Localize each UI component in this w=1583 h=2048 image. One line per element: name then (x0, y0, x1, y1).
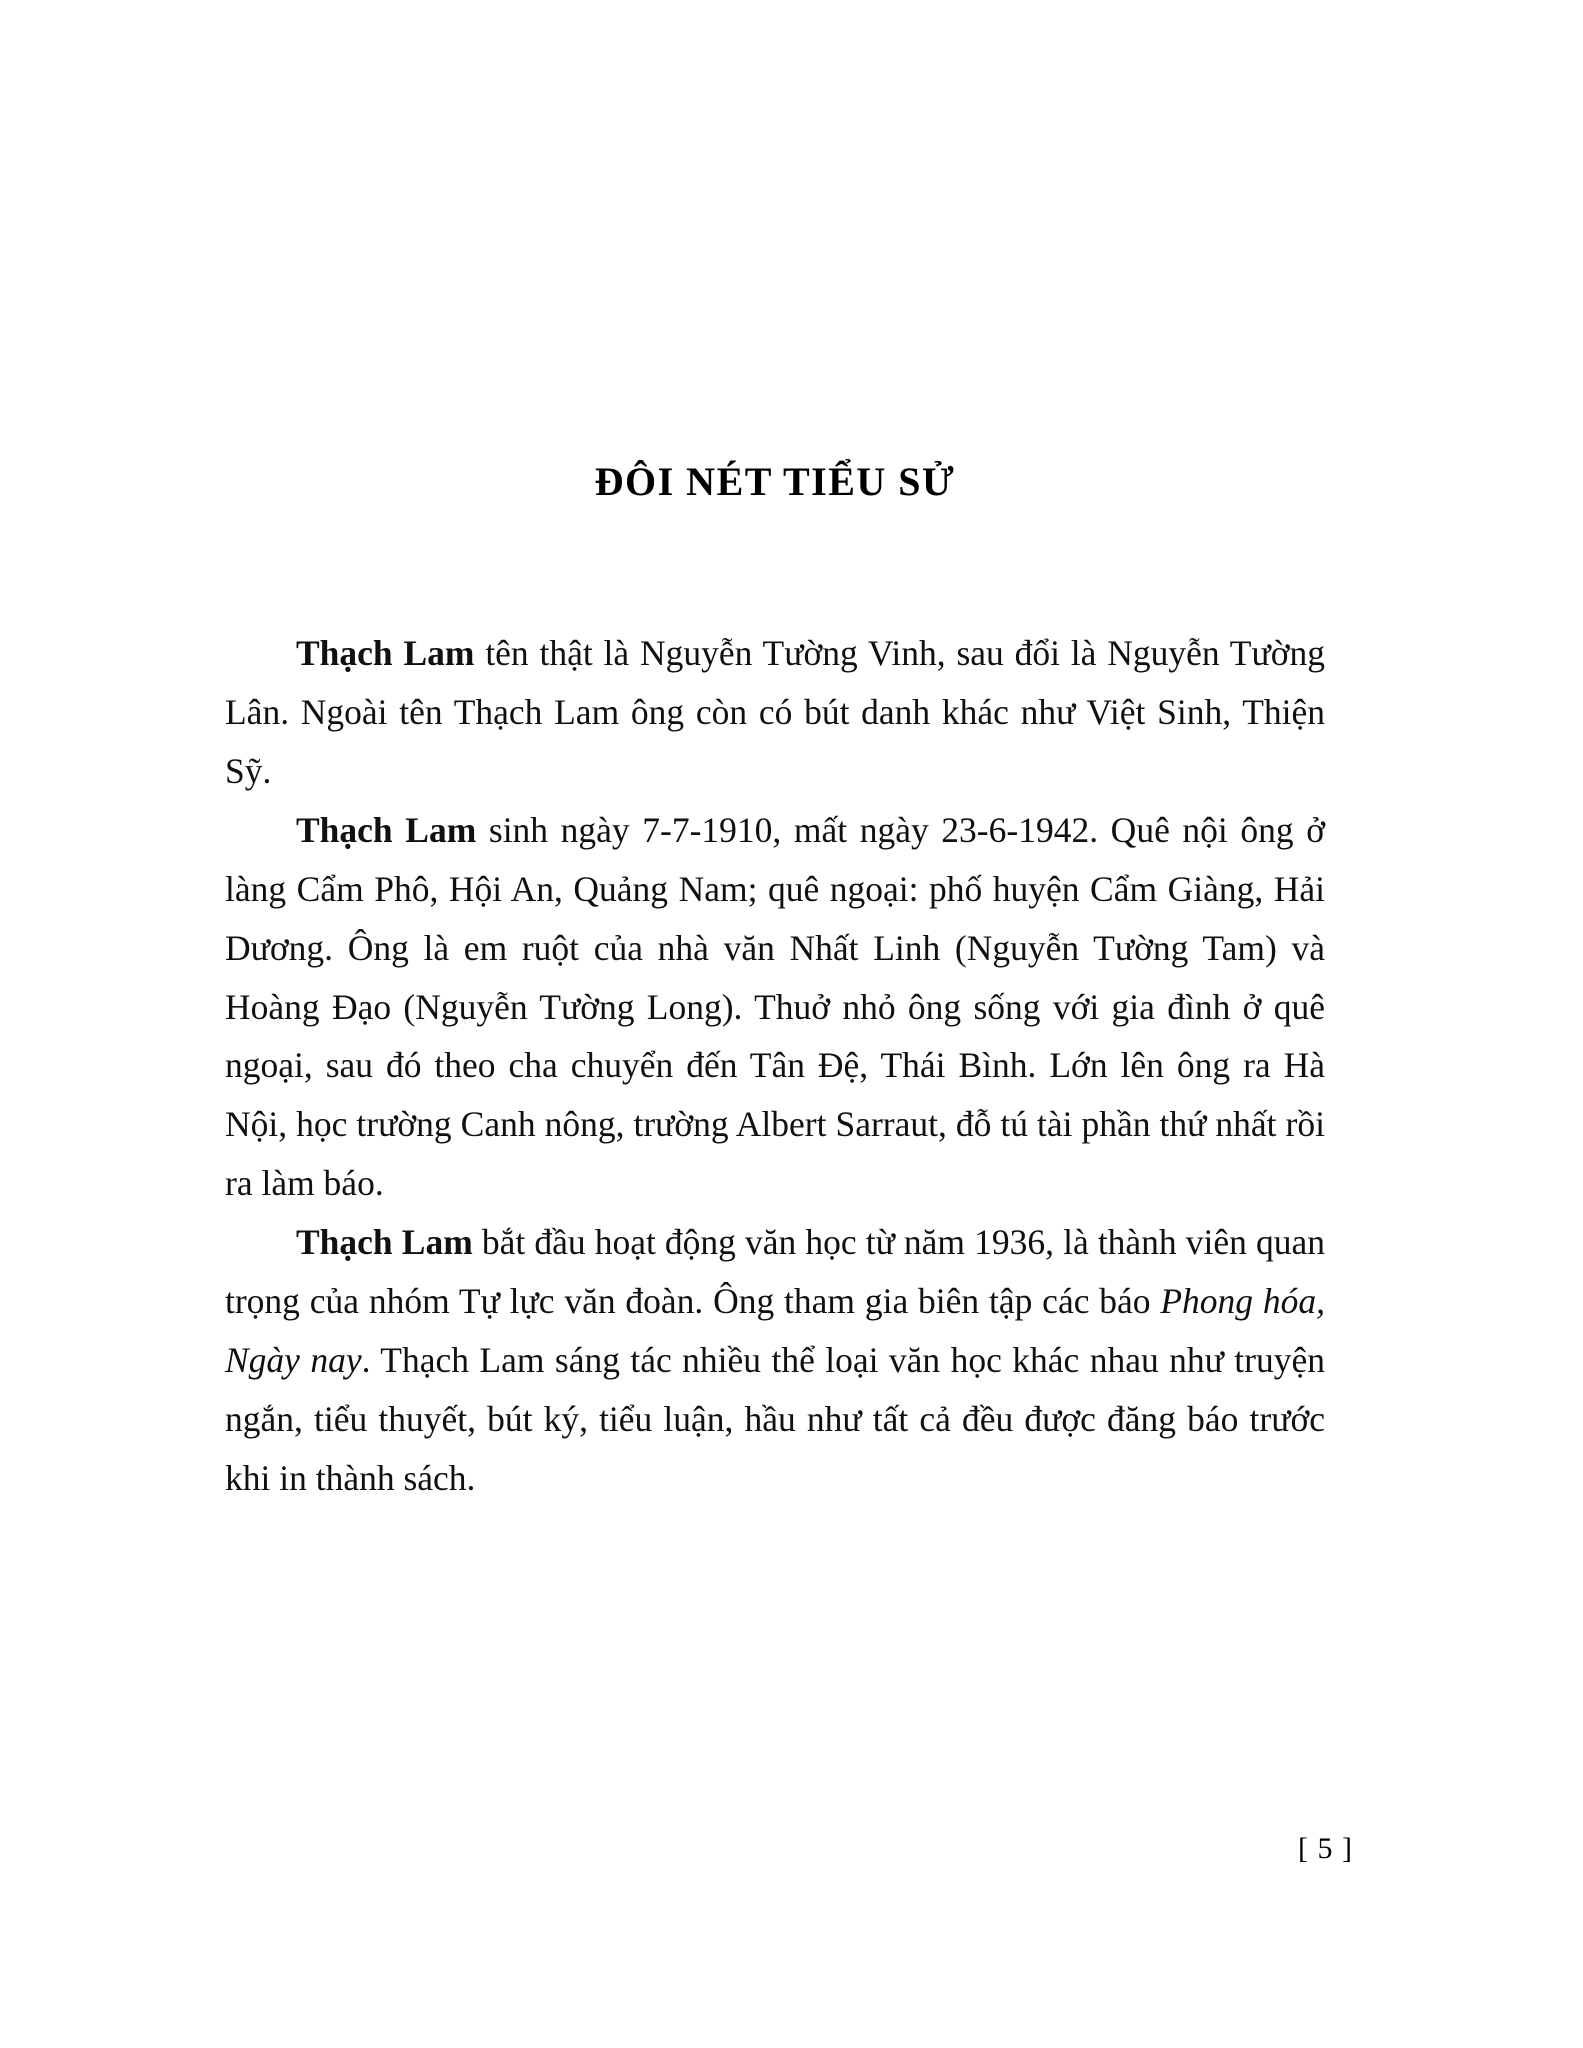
page-number: [ 5 ] (1298, 1832, 1353, 1865)
paragraph-lead: Thạch Lam (296, 809, 477, 850)
page-title: ĐÔI NÉT TIỂU SỬ (594, 459, 956, 504)
paragraph-text: sinh ngày 7-7-1910, mất ngày 23-6-1942. Quê nội ông ở làng Cẩm Phô, Hội An, Quảng Nam; quê ngoại: phố huyện Cẩm Giàng, Hải Dương. Ông là em ruột của nhà văn Nhất Linh (Nguyễn Tường Tam) và Hoàng Đạo (Nguyễn Tường Long). Thuở nhỏ ông sống với gia đình ở quê ngoại, sau đó theo cha chuyển đến Tân Đệ, Thái Bình. Lớn lên ông ra Hà Nội, học trường Canh nông, trường Albert Sarraut, đỗ tú tài phần thứ nhất rồi ra làm báo. (225, 809, 1326, 1204)
paragraph (225, 1213, 1325, 1508)
publication-titles: Phong hóa, Ngày nay (225, 1281, 1325, 1381)
body-text (225, 624, 1325, 1508)
paragraph (225, 624, 1325, 801)
paragraph-text: . Thạch Lam sáng tác nhiều thể loại văn học khác nhau như truyện ngắn, tiểu thuyết, bút ký, tiểu luận, hầu như tất cả đều được đăng báo trước khi in thành sách. (225, 1340, 1325, 1498)
paragraph-text: bắt đầu hoạt động văn học từ năm 1936, là thành viên quan trọng của nhóm Tự lực văn đoàn. Ông tham gia biên tập các báo (225, 1222, 1326, 1322)
paragraph (225, 801, 1325, 1213)
paragraph-lead: Thạch Lam (296, 633, 475, 673)
page-content (225, 0, 1325, 1508)
paragraph-text: tên thật là Nguyễn Tường Vinh, sau đổi là Nguyễn Tường Lân. Ngoài tên Thạch Lam ông còn có bút danh khác như Việt Sinh, Thiện Sỹ. (225, 633, 1326, 791)
paragraph-lead: Thạch Lam (296, 1222, 473, 1263)
